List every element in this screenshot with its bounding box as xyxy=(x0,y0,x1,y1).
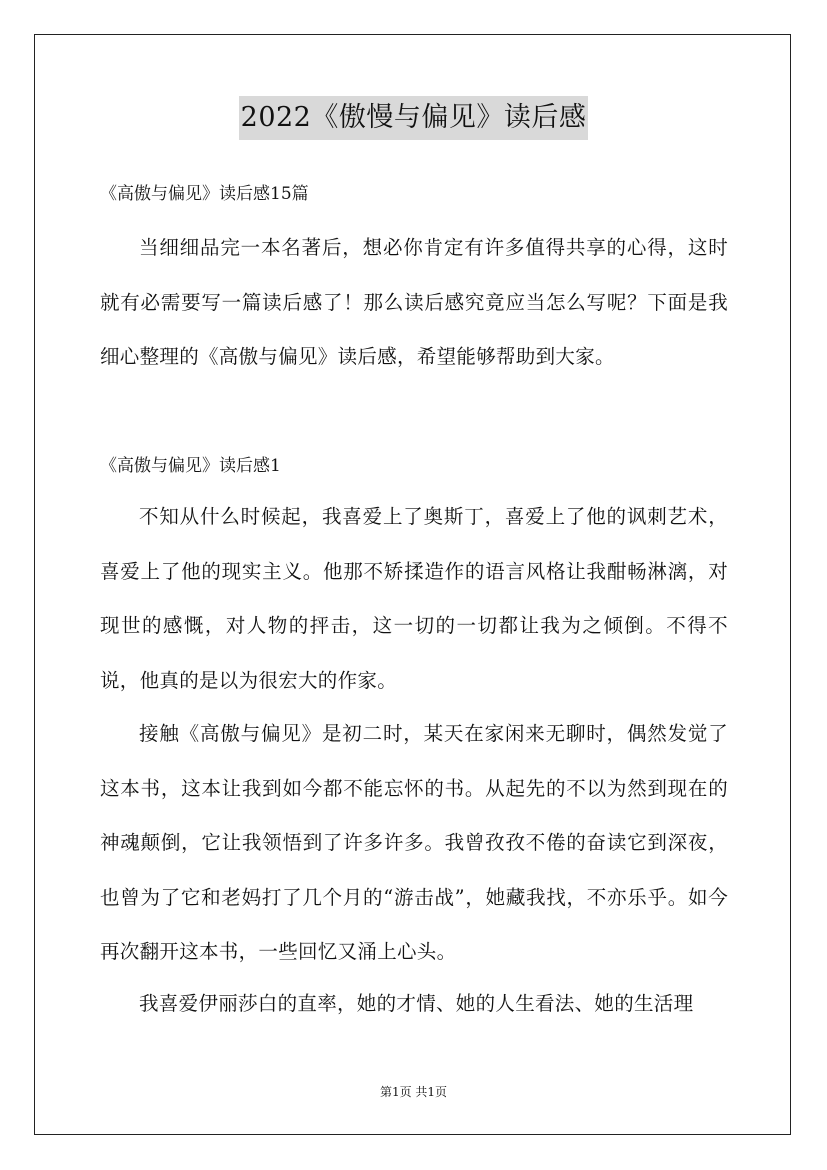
body-paragraph-2: 接触《高傲与偏见》是初二时，某天在家闲来无聊时，偶然发觉了这本书，这本让我到如今都不能忘怀的书。从起先的不以为然到现在的神魂颠倒，它让我领悟到了许多许多。我曾孜孜不倦的奋读它到深夜，也曾为了它和老妈打了几个月的“游击战”，她藏我找，不亦乐乎。如今再次翻开这本书，一些回忆又涌上心头。 xyxy=(100,722,728,963)
page-footer xyxy=(0,1084,827,1100)
title-container xyxy=(0,96,827,140)
section-heading: 《高傲与偏见》读后感1 xyxy=(100,456,281,476)
body-paragraph-3: 我喜爱伊丽莎白的直率，她的才情、她的人生看法、她的生活理 xyxy=(139,992,694,1015)
document-title: 2022《傲慢与偏见》读后感 xyxy=(239,96,589,140)
page-number: 第1页 共1页 xyxy=(379,1085,448,1099)
document-subtitle: 《高傲与偏见》读后感15篇 xyxy=(100,184,309,204)
intro-paragraph: 当细细品完一本名著后，想必你肯定有许多值得共享的心得，这时就有必需要写一篇读后感了！那么读后感究竟应当怎么写呢？下面是我细心整理的《高傲与偏见》读后感，希望能够帮助到大家。 xyxy=(100,236,728,368)
body-paragraph-1: 不知从什么时候起，我喜爱上了奥斯丁，喜爱上了他的讽刺艺术，喜爱上了他的现实主义。他那不矫揉造作的语言风格让我酣畅淋漓，对现世的感慨，对人物的抨击，这一切的一切都让我为之倾倒。不得不说，他真的是以为很宏大的作家。 xyxy=(100,505,728,692)
